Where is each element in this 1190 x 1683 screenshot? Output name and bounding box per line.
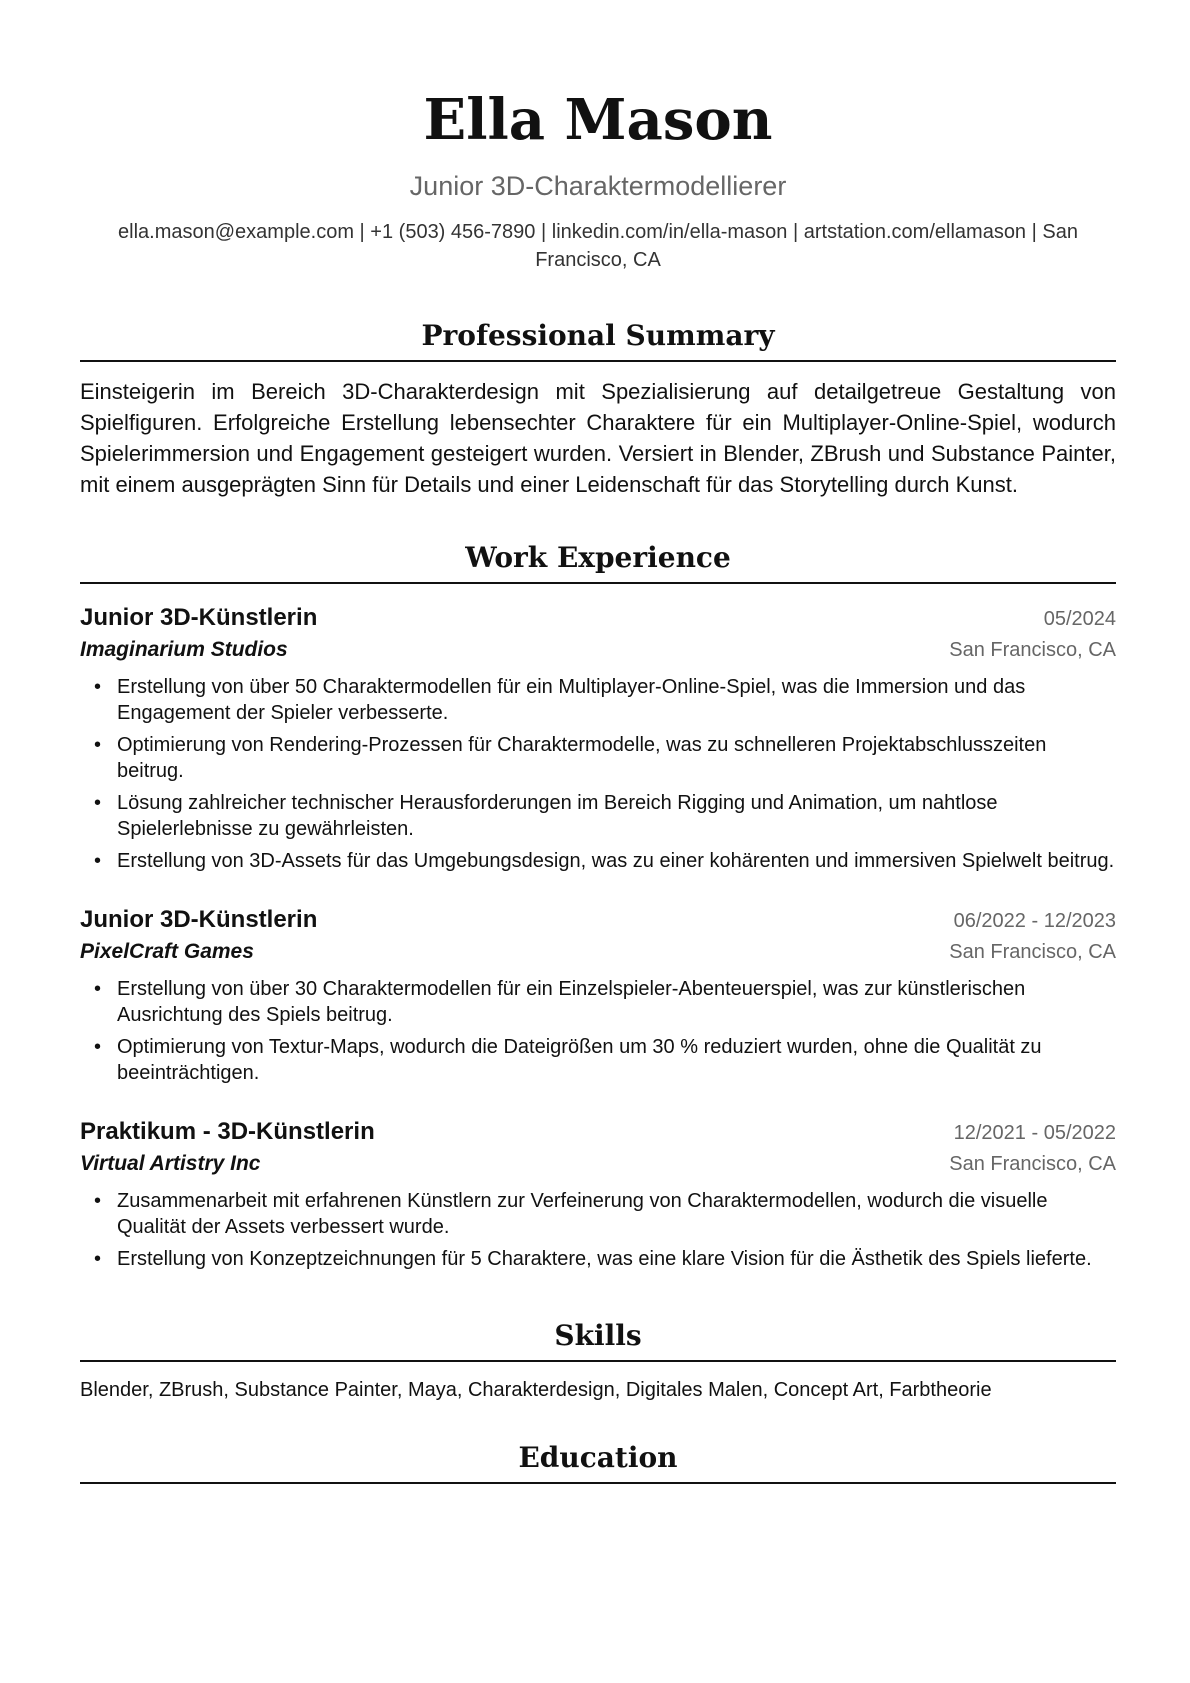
- job-bullets: [80, 1188, 1116, 1272]
- job-location: San Francisco, CA: [949, 639, 1116, 661]
- bullet-text: Erstellung von über 50 Charaktermodellen für ein Multiplayer-Online-Spiel, was die Immersion und das Engagement der Spieler verbesserte.: [117, 676, 1026, 724]
- contact-line: [80, 218, 1116, 274]
- candidate-name: Ella Mason: [423, 87, 773, 153]
- bullet-text: Lösung zahlreicher technischer Herausforderungen im Bereich Rigging und Animation, um nahtlose Spielerlebnisse zu gewährleisten.: [117, 792, 998, 840]
- bullet-item: [80, 1034, 1116, 1086]
- job-date: 06/2022 - 12/2023: [953, 910, 1116, 932]
- job-company: Imaginarium Studios: [80, 638, 288, 661]
- work-heading: Work Experience: [80, 540, 1116, 584]
- contact-phone[interactable]: +1 (503) 456-7890: [370, 221, 536, 243]
- job-date: 12/2021 - 05/2022: [953, 1122, 1116, 1144]
- bullet-item: [80, 1246, 1116, 1272]
- bullet-item: [80, 674, 1116, 726]
- summary-heading: Professional Summary: [80, 318, 1116, 362]
- bullet-text: Optimierung von Rendering-Prozessen für Charaktermodelle, was zu schnelleren Projektabschlusszeiten beitrug.: [117, 734, 1047, 782]
- bullet-item: [80, 976, 1116, 1028]
- summary-section: [80, 318, 1116, 500]
- contact-separator: |: [787, 221, 804, 243]
- bullet-dot-icon: •: [94, 734, 102, 756]
- bullet-dot-icon: •: [94, 1036, 102, 1058]
- job-location: San Francisco, CA: [949, 941, 1116, 963]
- skills-heading: Skills: [80, 1318, 1116, 1362]
- job-company: Virtual Artistry Inc: [80, 1152, 261, 1175]
- bullet-text: Erstellung von über 30 Charaktermodellen für ein Einzelspieler-Abenteuerspiel, was zur künstlerischen Ausrichtung des Spiels beitrug.: [117, 978, 1026, 1026]
- bullet-text: Erstellung von Konzeptzeichnungen für 5 Charaktere, was eine klare Vision für die Ästhetik des Spiels lieferte.: [117, 1248, 1092, 1270]
- contact-separator: |: [353, 221, 371, 243]
- bullet-dot-icon: •: [94, 850, 102, 872]
- bullet-dot-icon: •: [94, 1190, 102, 1212]
- bullet-item: [80, 848, 1116, 874]
- bullet-item: [80, 790, 1116, 842]
- bullet-dot-icon: •: [94, 1248, 102, 1270]
- bullet-item: [80, 1188, 1116, 1240]
- contact-email[interactable]: ella.mason@example.com: [118, 221, 354, 243]
- job-date: 05/2024: [1043, 608, 1116, 630]
- job-entry: [80, 602, 1116, 874]
- job-company: PixelCraft Games: [80, 940, 254, 963]
- bullet-dot-icon: •: [94, 792, 102, 814]
- job-bullets: [80, 674, 1116, 874]
- work-section: [80, 540, 1116, 1272]
- contact-separator: |: [1026, 221, 1043, 243]
- contact-separator: |: [535, 221, 552, 243]
- education-heading: Education: [80, 1440, 1116, 1484]
- bullet-text: Optimierung von Textur-Maps, wodurch die Dateigrößen um 30 % reduziert wurden, ohne die Qualität zu beeinträchtigen.: [117, 1036, 1042, 1084]
- job-title: Junior 3D-Künstlerin: [80, 906, 318, 933]
- bullet-text: Erstellung von 3D-Assets für das Umgebungsdesign, was zu einer kohärenten und immersiven Spielwelt beitrug.: [117, 850, 1115, 872]
- job-entry: [80, 904, 1116, 1086]
- job-title: Praktikum - 3D-Künstlerin: [80, 1118, 375, 1145]
- contact-location: San Francisco, CA: [535, 221, 1078, 271]
- bullet-dot-icon: •: [94, 978, 102, 1000]
- job-bullets: [80, 976, 1116, 1086]
- job-location: San Francisco, CA: [949, 1153, 1116, 1175]
- job-entry: [80, 1116, 1116, 1272]
- bullet-text: Zusammenarbeit mit erfahrenen Künstlern zur Verfeinerung von Charaktermodellen, wodurch die visuelle Qualität der Assets verbessert wurde.: [117, 1190, 1048, 1238]
- resume-page: [80, 0, 1116, 1484]
- contact-linkedin[interactable]: linkedin.com/in/ella-mason: [551, 221, 788, 243]
- education-section: [80, 1440, 1116, 1484]
- contact-artstation[interactable]: artstation.com/ellamason: [803, 221, 1027, 243]
- bullet-item: [80, 732, 1116, 784]
- skills-text: Blender, ZBrush, Substance Painter, Maya, Charakterdesign, Digitales Malen, Concept Art, Farbtheorie: [80, 1379, 992, 1401]
- candidate-role: Junior 3D-Charaktermodellierer: [409, 171, 787, 201]
- bullet-dot-icon: •: [94, 676, 102, 698]
- summary-text: Einsteigerin im Bereich 3D-Charakterdesign mit Spezialisierung auf detailgetreue Gestaltung von Spielfiguren. Erfolgreiche Erstellung lebensechter Charaktere für ein Multiplayer-Online-Spiel, wodurch Spielerimmersion und Engagement gesteigert wurden. Versiert in Blender, ZBrush und Substance Painter, mit einem ausgeprägten Sinn für Details und einer Leidenschaft für das Storytelling durch Kunst.: [80, 379, 1116, 497]
- skills-section: [80, 1318, 1116, 1404]
- job-title: Junior 3D-Künstlerin: [80, 604, 318, 631]
